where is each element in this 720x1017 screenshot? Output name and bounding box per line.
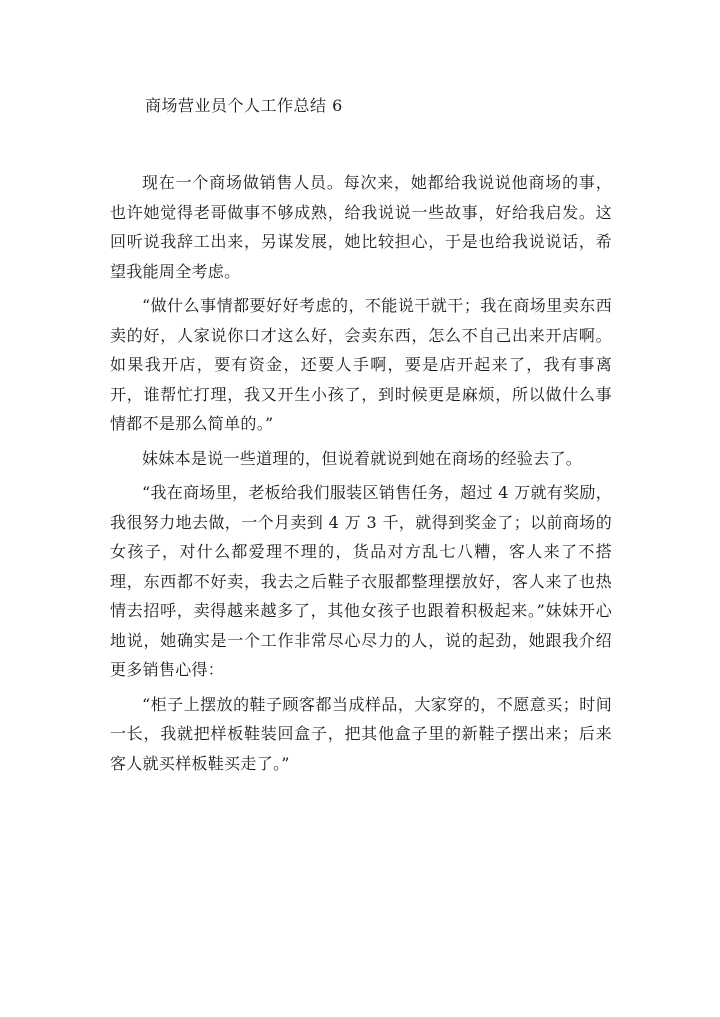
paragraph-1: 现在一个商场做销售人员。每次来，她都给我说说他商场的事，也许她觉得老哥做事不够成熟，给我说说一些故事，好给我启发。这回听说我辞工出来，另谋发展，她比较担心，于是也给我说说话，希望我能周全考虑。 — [110, 173, 612, 281]
document-title: 商场营业员个人工作总结 6 — [145, 96, 343, 115]
document-body — [110, 168, 612, 783]
paragraph-5: “柜子上摆放的鞋子顾客都当成样品，大家穿的，不愿意买；时间一长，我就把样板鞋装回盒子，把其他盒子里的新鞋子摆出来；后来客人就买样板鞋买走了。” — [110, 694, 612, 773]
paragraph-3: 妹妹本是说一些道理的，但说着就说到她在商场的经验去了。 — [142, 448, 583, 468]
paragraph-4: “我在商场里，老板给我们服装区销售任务，超过 4 万就有奖励，我很努力地去做，一个月卖到 4 万 3 千，就得到奖金了；以前商场的女孩子，对什么都爱理不理的，货品对方乱七八糟，客人来了不搭理，东西都不好卖，我去之后鞋子衣服都整理摆放好，客人来了也热情去招呼，卖得越来越多了，其他女孩子也跟着积极起来。”妹妹开心地说，她确实是一个工作非常尽心尽力的人，说的起劲，她跟我介绍更多销售心得： — [110, 483, 612, 679]
paragraph-2: “做什么事情都要好好考虑的，不能说干就干；我在商场里卖东西卖的好，人家说你口才这么好，会卖东西，怎么不自己出来开店啊。如果我开店，要有资金，还要人手啊，要是店开起来了，我有事离开，谁帮忙打理，我又开生小孩了，到时候更是麻烦，所以做什么事情都不是那么简单的。” — [110, 296, 612, 433]
